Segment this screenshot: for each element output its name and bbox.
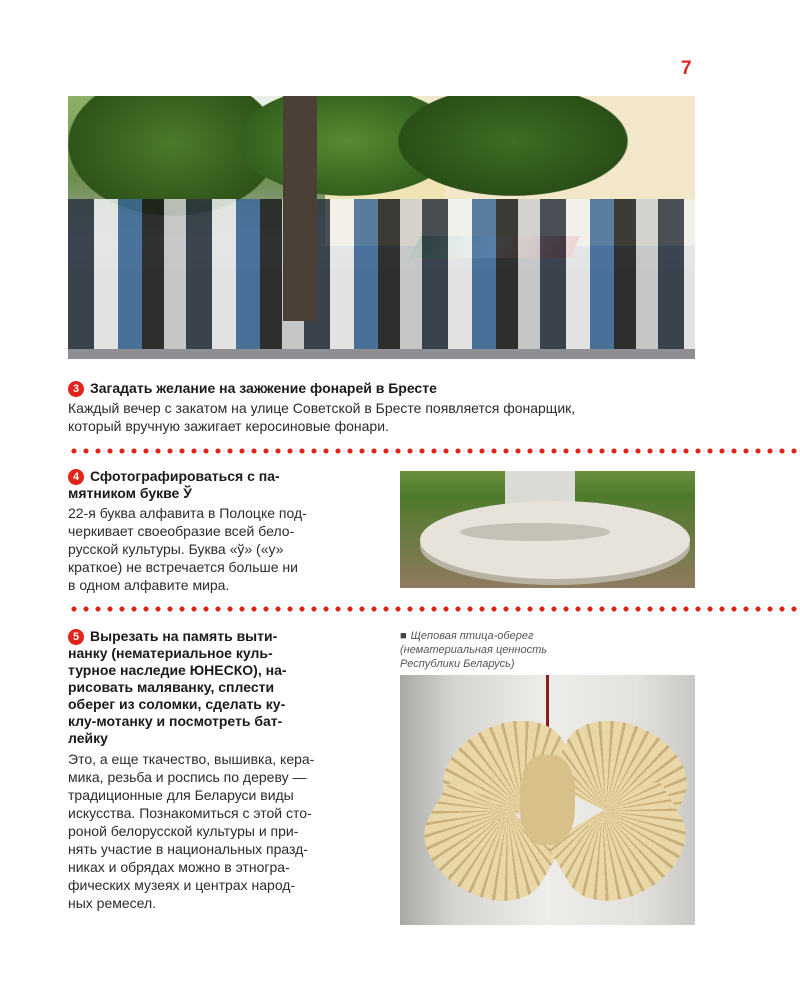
dotted-divider	[68, 448, 800, 454]
item-4-text-line: черкивает своеобразие всей бело-	[68, 523, 295, 539]
item-5-text	[68, 750, 368, 912]
item-5-title-line: рисовать маляванку, сплести	[68, 679, 275, 695]
item-5-heading	[68, 628, 373, 747]
caption-bullet-icon: ■	[400, 630, 407, 642]
item-4-title-line: мятником букве Ў	[68, 485, 192, 501]
wooden-bird-amulet-photo	[400, 675, 695, 925]
item-3-text	[68, 399, 708, 435]
item-5-text-line: роной белорусской культуры и при-	[68, 823, 299, 839]
item-4-heading	[68, 468, 373, 502]
item-4-title-line: Сфотографироваться с па-	[90, 468, 280, 484]
item-5-text-line: искусства. Познакомиться с этой сто-	[68, 805, 312, 821]
item-5-text-line: никах и обрядах можно в этногра-	[68, 859, 290, 875]
item-5-title-line: Вырезать на память выти-	[90, 628, 278, 644]
item-4-number: 4	[68, 469, 84, 485]
item-3-heading	[68, 380, 708, 397]
item-5-text-line: Это, а еще ткачество, вышивка, кера-	[68, 751, 315, 767]
item-5-title-line: нанку (нематериальное куль-	[68, 645, 273, 661]
letter-u-monument-photo	[400, 471, 695, 588]
brest-street-photo	[68, 96, 695, 359]
item-5-text-line: фических музеях и центрах народ-	[68, 877, 296, 893]
item-4-text-line: в одном алфавите мира.	[68, 577, 230, 593]
item-4-text	[68, 504, 368, 594]
caption-line: Республики Беларусь)	[400, 658, 515, 670]
dotted-divider	[68, 606, 800, 612]
item-5-text-line: ных ремесел.	[68, 895, 157, 911]
item-5-title-line: клу-мотанку и посмотреть бат-	[68, 713, 283, 729]
bird-photo-caption	[400, 629, 640, 671]
item-3-title: Загадать желание на зажжение фонарей в Бресте	[90, 380, 437, 396]
item-3-number: 3	[68, 381, 84, 397]
item-5-text-line: мика, резьба и роспись по дереву —	[68, 769, 307, 785]
item-5-title-line: турное наследие ЮНЕСКО), на-	[68, 662, 287, 678]
caption-line: (нематериальная ценность	[400, 644, 548, 656]
item-4-text-line: 22-я буква алфавита в Полоцке под-	[68, 505, 307, 521]
item-4-text-line: краткое) не встречается больше ни	[68, 559, 298, 575]
item-5-text-line: традиционные для Беларуси виды	[68, 787, 294, 803]
page-number: 7	[681, 58, 692, 79]
item-3-text-line: который вручную зажигает керосиновые фонари.	[68, 418, 389, 434]
item-5-title-line: лейку	[68, 730, 108, 746]
item-5-title-line: оберег из соломки, сделать ку-	[68, 696, 286, 712]
item-5-number: 5	[68, 629, 84, 645]
item-3-text-line: Каждый вечер с закатом на улице Советской в Бресте появляется фонарщик,	[68, 400, 576, 416]
caption-line: Щеповая птица-оберег	[410, 630, 534, 642]
item-5-text-line: нять участие в национальных празд-	[68, 841, 308, 857]
item-4-text-line: русской культуры. Буква «ў» («у»	[68, 541, 284, 557]
